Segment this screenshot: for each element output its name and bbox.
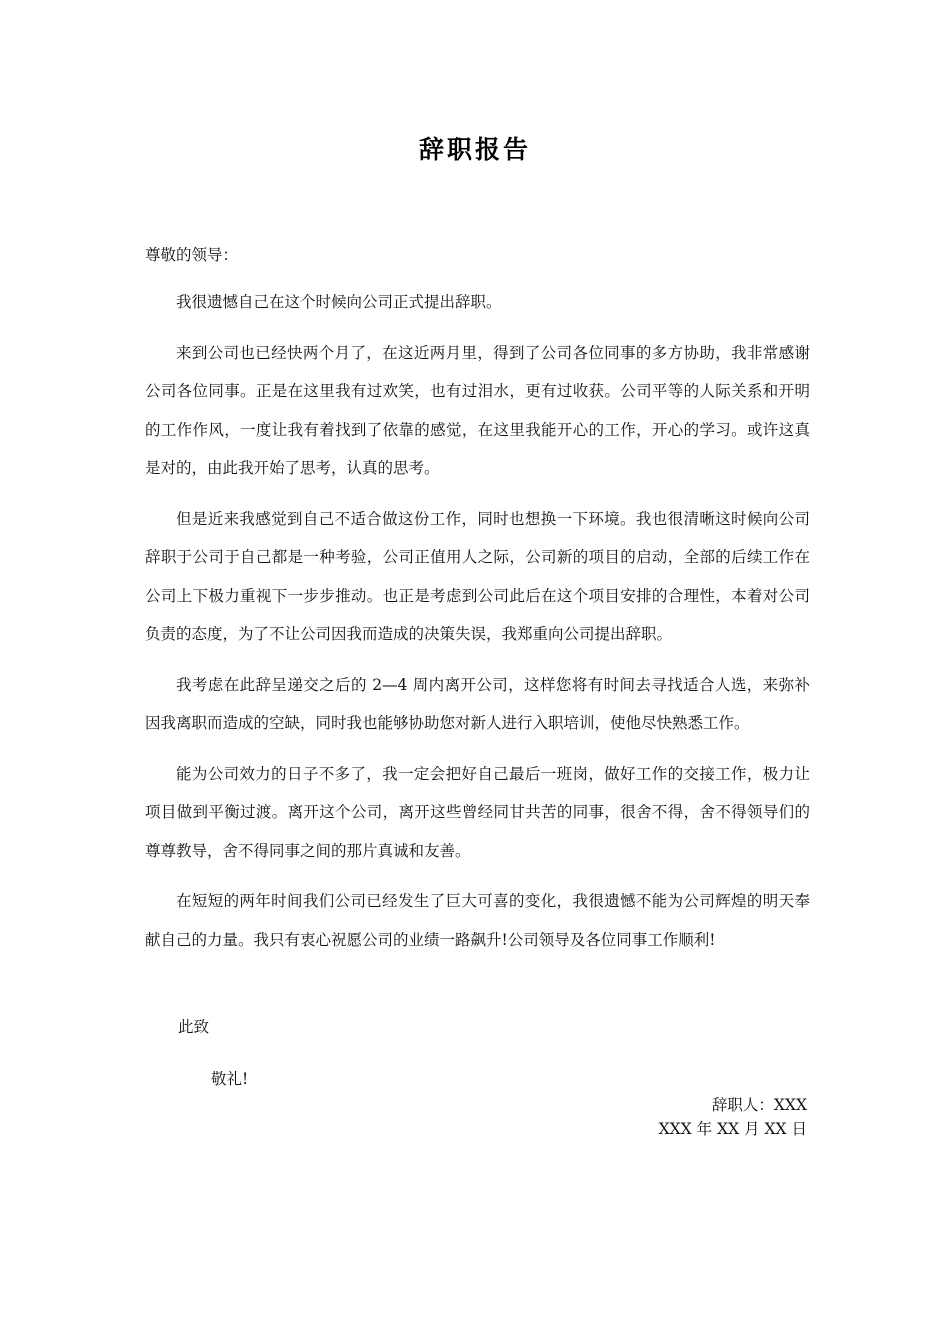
signer-line: 辞职人：XXX: [711, 1096, 807, 1114]
paragraph: 我考虑在此辞呈递交之后的 2—4 周内离开公司，这样您将有时间去寻找适合人选，来弥补因我离职而造成的空缺，同时我也能够协助您对新人进行入职培训，使他尽快熟悉工作。: [145, 675, 810, 732]
paragraph: 能为公司效力的日子不多了，我一定会把好自己最后一班岗，做好工作的交接工作，极力让项目做到平衡过渡。离开这个公司，离开这些曾经同甘共苦的同事，很舍不得，舍不得领导们的尊尊教导，舍不得同事之间的那片真诚和友善。: [145, 764, 810, 860]
paragraph: 在短短的两年时间我们公司已经发生了巨大可喜的变化，我很遗憾不能为公司辉煌的明天奉献自己的力量。我只有衷心祝愿公司的业绩一路飙升!公司领导及各位同事工作顺利!: [145, 892, 810, 949]
salutation: 尊敬的领导：: [145, 246, 239, 264]
letter-body: [145, 283, 810, 971]
paragraph: 来到公司也已经快两个月了，在这近两月里，得到了公司各位同事的多方协助，我非常感谢公司各位同事。正是在这里我有过欢笑，也有过泪水，更有过收获。公司平等的人际关系和开明的工作作风，一度让我有着找到了依靠的感觉，在这里我能开心的工作，开心的学习。或许这真是对的，由此我开始了思考，认真的思考。: [145, 343, 810, 477]
date-line: XXX 年 XX 月 XX 日: [658, 1120, 807, 1138]
regards-phrase: 敬礼!: [211, 1070, 249, 1088]
paragraph: 但是近来我感觉到自己不适合做这份工作，同时也想换一下环境。我也很清晰这时候向公司辞职于公司于自己都是一种考验，公司正值用人之际，公司新的项目的启动，全部的后续工作在公司上下极力重视下一步步推动。也正是考虑到公司此后在这个项目安排的合理性，本着对公司负责的态度，为了不让公司因我而造成的决策失误，我郑重向公司提出辞职。: [145, 509, 810, 643]
paragraph: 我很遗憾自己在这个时候向公司正式提出辞职。: [176, 293, 502, 311]
document-title: 辞职报告: [418, 135, 531, 164]
closing-phrase: 此致: [178, 1018, 210, 1036]
